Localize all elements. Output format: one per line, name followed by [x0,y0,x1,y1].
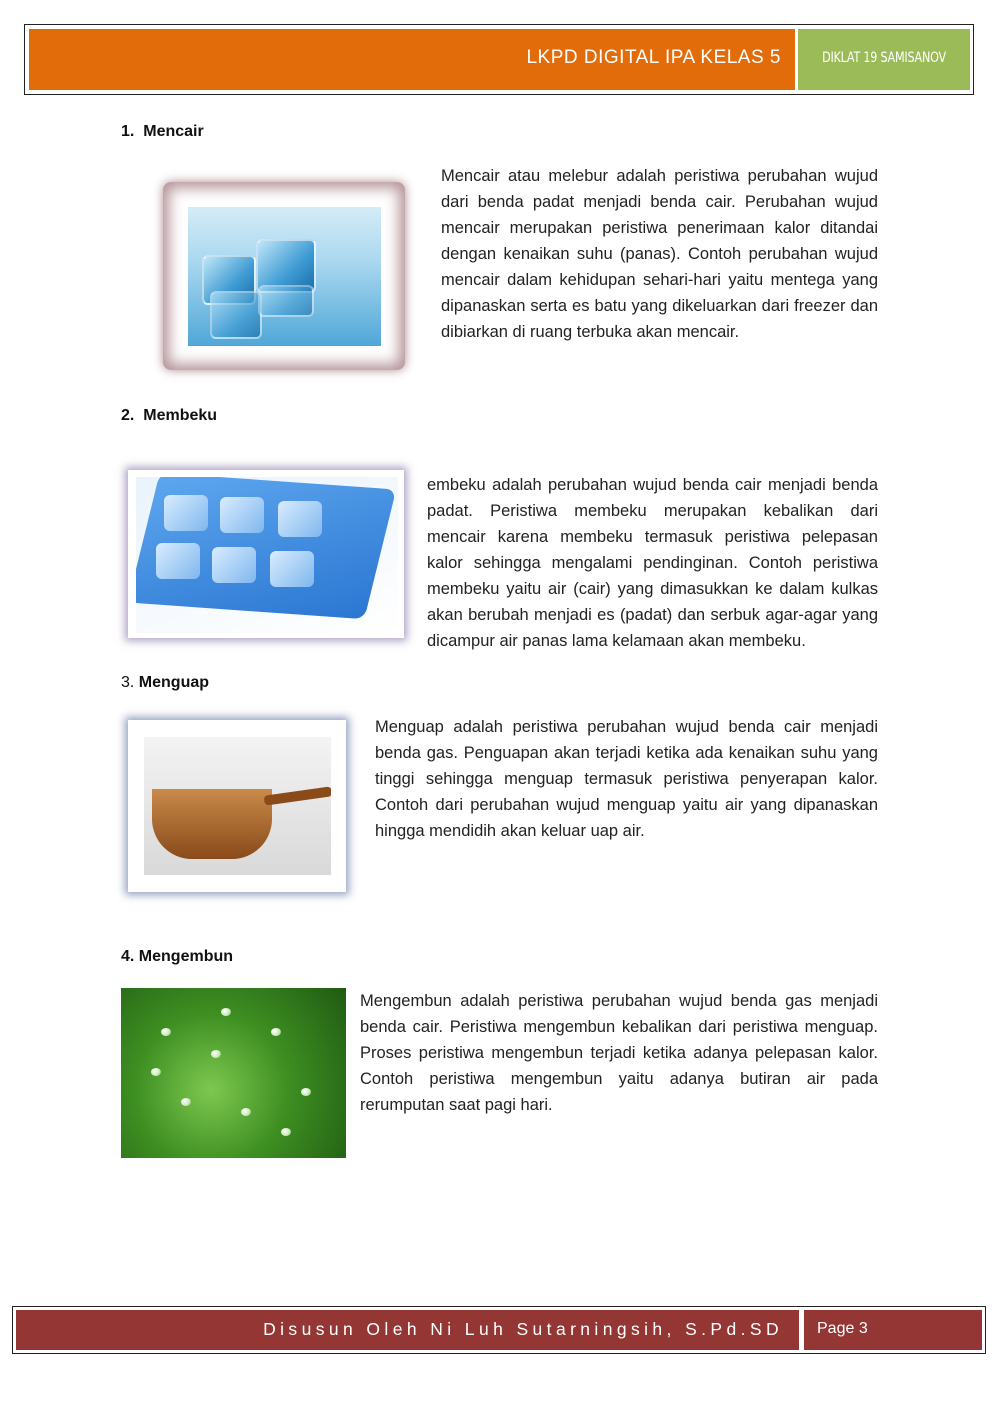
section-heading-mencair [121,123,204,141]
header-tag: DIKLAT 19 SAMISANOV [822,50,946,66]
page-number: Page 3 [817,1320,868,1337]
footer-author: Disusun Oleh Ni Luh Sutarningsih, S.Pd.SD [263,1319,783,1339]
ice-cubes-image [188,207,381,346]
section-number: 2. [121,407,135,424]
footer-author-bar [16,1310,799,1350]
section-number: 3. [121,674,135,691]
section-title: Mencair [143,123,204,140]
section-heading-menguap [121,674,209,692]
document-title: LKPD DIGITAL IPA KELAS 5 [526,47,781,68]
section-text-membeku: embeku adalah perubahan wujud benda cair menjadi benda padat. Peristiwa membeku merupakan kebalikan dari mencair karena membeku termasuk peristiwa pelepasan kalor sehingga mengalami pendinginan. Contoh peristiwa membeku yaitu air (cair) yang dimasukkan ke dalam kulkas akan berubah menjadi es (padat) dan serbuk agar-agar yang dicampur air panas lama kelamaan akan membeku. [427,476,878,650]
footer-page-bar [804,1310,982,1350]
section-text-menguap: Menguap adalah peristiwa perubahan wujud benda cair menjadi benda gas. Penguapan akan terjadi ketika ada kenaikan suhu yang tinggi sehingga menguap termasuk peristiwa penyerapan kalor. Contoh dari perubahan wujud menguap yaitu air yang dipanaskan hingga mendidih akan keluar uap air. [375,718,878,840]
section-number: 4. [121,948,135,965]
header-tag-bar [798,29,970,90]
ice-tray-image [136,477,398,633]
section-text-mencair: Mencair atau melebur adalah peristiwa perubahan wujud dari benda padat menjadi benda cair. Perubahan wujud mencair merupakan peristiwa penerimaan kalor ditandai dengan kenaikan suhu (panas). Contoh perubahan wujud mencair dalam kehidupan sehari-hari yaitu mentega yang dipanaskan serta es batu yang dikeluarkan dari freezer dan dibiarkan di ruang terbuka akan mencair. [441,167,878,341]
section-title: Menguap [138,674,210,691]
section-heading-mengembun [121,948,233,966]
section-number: 1. [121,123,135,140]
boiling-pot-image [144,737,331,875]
section-text-mengembun: Mengembun adalah peristiwa perubahan wujud benda gas menjadi benda cair. Peristiwa mengembun kebalikan dari peristiwa menguap. Proses peristiwa mengembun terjadi ketika adanya pelepasan kalor. Contoh peristiwa mengembun yaitu adanya butiran air pada rerumputan saat pagi hari. [360,992,878,1114]
header-title-bar [29,29,795,90]
section-title: Mengembun [138,948,234,965]
dew-leaf-image [121,988,346,1158]
section-title: Membeku [143,407,218,424]
section-heading-membeku [121,407,217,425]
